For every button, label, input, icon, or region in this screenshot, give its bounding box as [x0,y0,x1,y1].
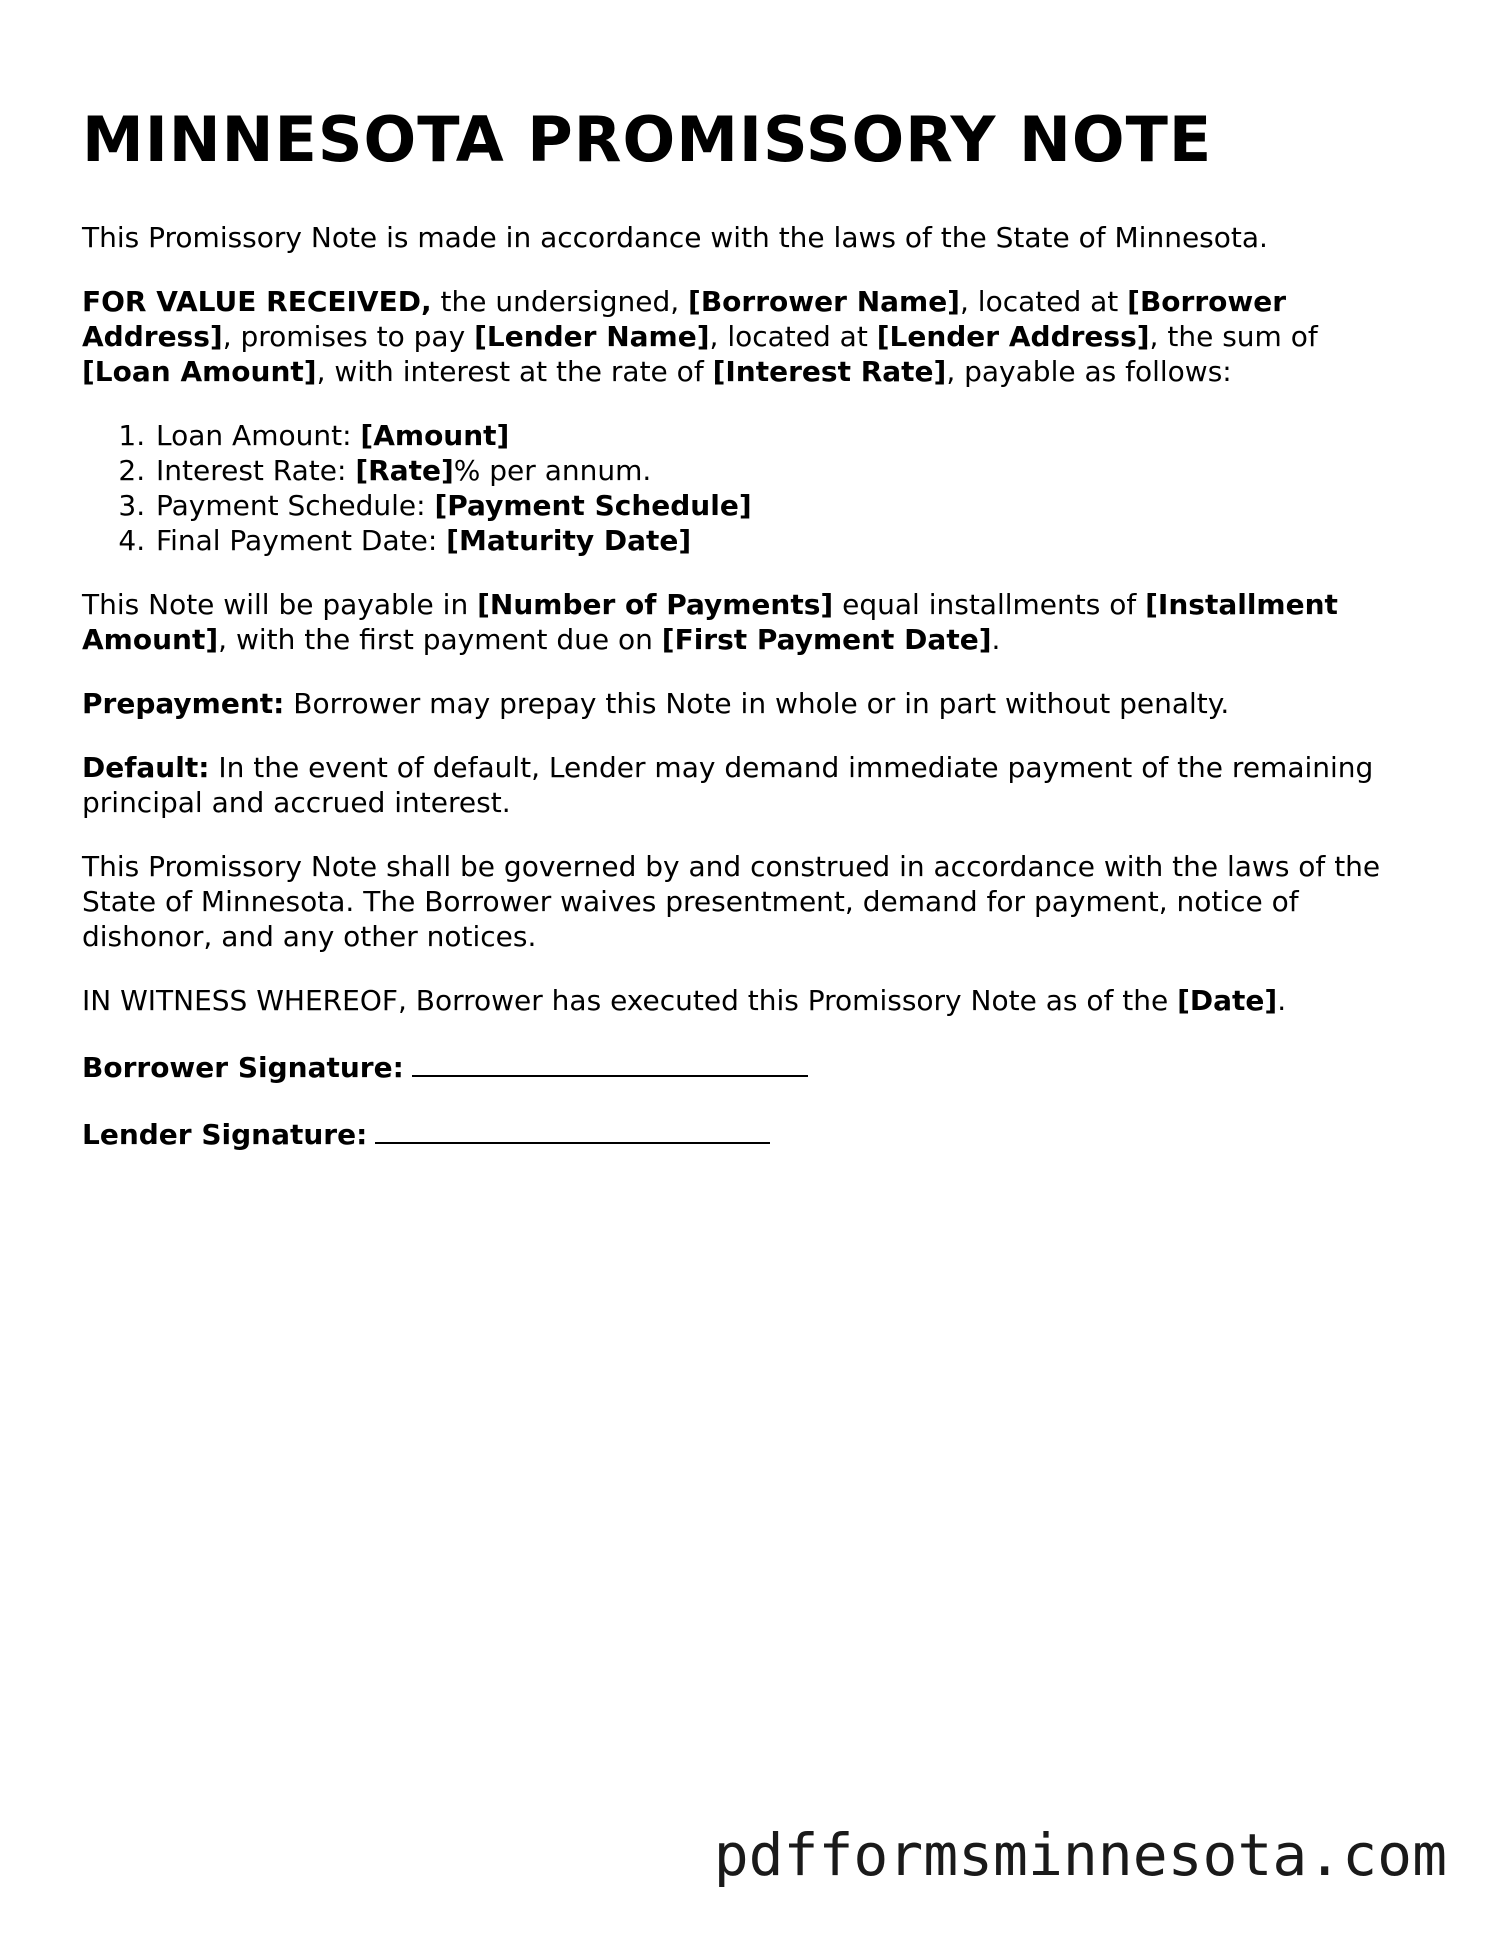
default-text: In the event of default, Lender may demand immediate payment of the remaining principal and accrued interest. [82,751,1374,819]
terms-list-item [154,523,1402,558]
default-paragraph [82,750,1402,820]
value-received-paragraph [82,284,1402,389]
terms-list [82,418,1402,558]
lender-name-placeholder: [Lender Name] [474,320,710,353]
text-fragment: , payable as follows: [946,355,1232,388]
intro-paragraph: This Promissory Note is made in accordance with the laws of the State of Minnesota. [82,221,1268,254]
lender-signature-row [82,1114,1402,1152]
term-suffix: % per annum. [453,454,652,487]
text-fragment: , with interest at the rate of [316,355,713,388]
number-of-payments-placeholder: [Number of Payments] [477,588,834,621]
prepayment-paragraph [82,686,1402,721]
first-payment-date-placeholder: [First Payment Date] [661,623,992,656]
text-fragment: . [991,623,1001,656]
default-label: Default: [82,751,210,784]
prepayment-label: Prepayment: [82,687,285,720]
terms-list-item [154,453,1402,488]
borrower-signature-label: Borrower Signature: [82,1051,404,1084]
terms-list-item [154,488,1402,523]
witness-text: IN WITNESS WHEREOF, Borrower has executed this Promissory Note as of the [82,984,1178,1017]
document-page [82,100,1402,1181]
term-value: [Payment Schedule] [434,489,752,522]
text-fragment: This Note will be payable in [82,588,478,621]
term-value: [Amount] [360,419,510,452]
borrower-signature-row [82,1047,1402,1085]
value-received-lead: FOR VALUE RECEIVED, [82,285,432,318]
witness-paragraph [82,983,1402,1018]
prepayment-text: Borrower may prepay this Note in whole or in part without penalty. [284,687,1230,720]
term-value: [Maturity Date] [446,524,692,557]
text-fragment: , promises to pay [222,320,475,353]
loan-amount-placeholder: [Loan Amount] [82,355,317,388]
borrower-name-placeholder: [Borrower Name] [688,285,960,318]
text-fragment: equal installments of [833,588,1146,621]
borrower-signature-line[interactable] [412,1047,808,1077]
document-title: MINNESOTA PROMISSORY NOTE [82,103,1213,176]
text-fragment: , the sum of [1149,320,1318,353]
interest-rate-placeholder: [Interest Rate] [712,355,947,388]
borrower-address-placeholder: [Borrower Address] [82,285,1287,353]
term-label: Interest Rate: [156,454,356,487]
text-fragment: , with the first payment due on [218,623,662,656]
text-fragment: , located at [709,320,877,353]
term-label: Loan Amount: [156,419,361,452]
governing-law-paragraph: This Promissory Note shall be governed by and construed in accordance with the laws of the State of Minnesota. The Borrower waives presentment, demand for payment, notice of dishonor, and any other notices. [82,850,1381,953]
text-fragment: , located at [959,285,1128,318]
installments-paragraph [82,587,1402,657]
text-fragment: . [1277,984,1287,1017]
terms-list-item [154,418,1402,453]
lender-address-placeholder: [Lender Address] [876,320,1150,353]
term-value: [Rate] [355,454,454,487]
lender-signature-label: Lender Signature: [82,1118,368,1151]
lender-signature-line[interactable] [375,1114,770,1144]
term-label: Payment Schedule: [156,489,435,522]
installment-amount-placeholder: [Installment Amount] [82,588,1338,656]
text-fragment: the undersigned, [431,285,689,318]
site-watermark: pdfformsminnesota.com [713,1821,1447,1889]
term-label: Final Payment Date: [156,524,447,557]
date-placeholder: [Date] [1177,984,1278,1017]
